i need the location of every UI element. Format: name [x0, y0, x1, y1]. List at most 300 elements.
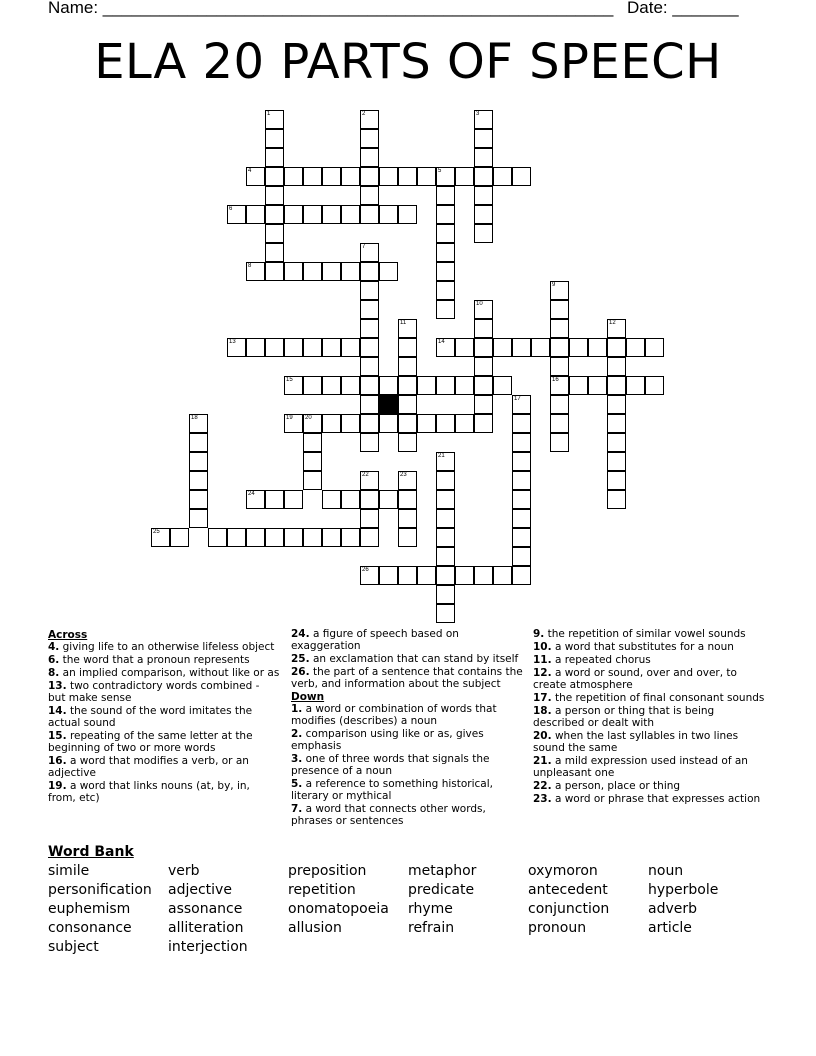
crossword-cell[interactable] — [246, 338, 265, 357]
crossword-cell[interactable] — [455, 338, 474, 357]
crossword-cell[interactable] — [436, 585, 455, 604]
crossword-cell[interactable] — [493, 167, 512, 186]
crossword-cell[interactable] — [550, 281, 569, 300]
crossword-cell[interactable] — [512, 167, 531, 186]
crossword-cell[interactable] — [379, 167, 398, 186]
crossword-cell[interactable] — [322, 262, 341, 281]
clue-item-number: 10. — [533, 641, 552, 653]
crossword-cell[interactable] — [227, 528, 246, 547]
word-bank-title: Word Bank — [48, 844, 134, 860]
crossword-cell[interactable] — [398, 566, 417, 585]
crossword-cell[interactable] — [379, 490, 398, 509]
word-bank-item: noun — [648, 863, 684, 879]
crossword-cell[interactable] — [227, 338, 246, 357]
crossword-cell[interactable] — [474, 224, 493, 243]
crossword-cell[interactable] — [246, 528, 265, 547]
clue-item — [533, 755, 765, 779]
crossword-cell[interactable] — [360, 414, 379, 433]
crossword-cell[interactable] — [474, 395, 493, 414]
crossword-cell[interactable] — [341, 528, 360, 547]
crossword-cell[interactable] — [360, 148, 379, 167]
crossword-cell[interactable] — [474, 357, 493, 376]
crossword-cell[interactable] — [550, 433, 569, 452]
crossword-cell[interactable] — [436, 262, 455, 281]
crossword-cell[interactable] — [417, 376, 436, 395]
crossword-cell[interactable] — [303, 262, 322, 281]
crossword-cell[interactable] — [607, 357, 626, 376]
clue-item-number: 3. — [291, 753, 303, 765]
crossword-cell[interactable] — [512, 528, 531, 547]
crossword-cell[interactable] — [360, 357, 379, 376]
clue-number: 20 — [305, 415, 312, 421]
crossword-cell[interactable] — [436, 376, 455, 395]
clue-number: 1 — [267, 111, 271, 117]
clue-item-text: a word or combination of words that modifies (describes) a noun — [291, 703, 497, 727]
clue-item-number: 4. — [48, 641, 60, 653]
crossword-cell[interactable] — [284, 528, 303, 547]
crossword-cell[interactable] — [588, 338, 607, 357]
crossword-cell[interactable] — [436, 566, 455, 585]
crossword-cell[interactable] — [512, 566, 531, 585]
clue-item — [291, 753, 523, 777]
clue-item-text: the sound of the word imitates the actual sound — [48, 705, 253, 729]
clues-column-2 — [291, 628, 523, 828]
word-bank — [48, 862, 788, 957]
crossword-cell[interactable] — [607, 414, 626, 433]
crossword-cell[interactable] — [246, 205, 265, 224]
crossword-cell[interactable] — [170, 528, 189, 547]
clue-item-number: 5. — [291, 778, 303, 790]
crossword-cell[interactable] — [398, 338, 417, 357]
clue-number: 3 — [476, 111, 480, 117]
clue-item-text: an implied comparison, without like or as — [59, 667, 280, 679]
crossword-cell[interactable] — [436, 338, 455, 357]
clue-item — [291, 778, 523, 802]
crossword-cell[interactable] — [360, 433, 379, 452]
crossword-cell[interactable] — [474, 414, 493, 433]
clue-item-number: 11. — [533, 654, 552, 666]
clue-item-number: 18. — [533, 705, 552, 717]
crossword-cell[interactable] — [379, 376, 398, 395]
clue-item-number: 19. — [48, 780, 67, 792]
clue-number: 23 — [400, 472, 407, 478]
clue-item — [48, 667, 280, 679]
clue-item-number: 12. — [533, 667, 552, 679]
crossword-cell[interactable] — [322, 414, 341, 433]
crossword-cell[interactable] — [607, 338, 626, 357]
crossword-cell[interactable] — [341, 490, 360, 509]
crossword-cell[interactable] — [265, 186, 284, 205]
crossword-cell[interactable] — [550, 357, 569, 376]
clue-number: 17 — [514, 396, 521, 402]
crossword-cell[interactable] — [436, 205, 455, 224]
crossword-cell[interactable] — [512, 490, 531, 509]
crossword-cell[interactable] — [550, 338, 569, 357]
clue-item — [533, 705, 765, 729]
crossword-cell[interactable] — [436, 490, 455, 509]
crossword-cell[interactable] — [341, 262, 360, 281]
crossword-cell[interactable] — [265, 490, 284, 509]
crossword-cell[interactable] — [550, 300, 569, 319]
clue-item-text: a person, place or thing — [551, 780, 681, 792]
crossword-cell[interactable] — [246, 490, 265, 509]
clue-item-text: repeating of the same letter at the beginning of two or more words — [48, 730, 253, 754]
name-field-label: Name: ______________________________________________________ — [48, 0, 614, 17]
crossword-cell[interactable] — [607, 433, 626, 452]
crossword-cell[interactable] — [512, 452, 531, 471]
date-field-label: Date: _______ — [627, 0, 739, 17]
crossword-cell[interactable] — [531, 338, 550, 357]
crossword-cell[interactable] — [189, 414, 208, 433]
crossword-cell[interactable] — [550, 414, 569, 433]
clue-number: 2 — [362, 111, 366, 117]
crossword-cell[interactable] — [284, 262, 303, 281]
clue-item-text: the repetition of final consonant sounds — [551, 692, 765, 704]
word-bank-item: alliteration — [168, 920, 244, 936]
crossword-cell[interactable] — [360, 300, 379, 319]
crossword-cell[interactable] — [436, 167, 455, 186]
clue-item-text: when the last syllables in two lines sound the same — [533, 730, 739, 754]
crossword-cell[interactable] — [322, 528, 341, 547]
crossword-cell[interactable] — [398, 357, 417, 376]
crossword-cell[interactable] — [417, 414, 436, 433]
crossword-cell[interactable] — [474, 167, 493, 186]
crossword-cell[interactable] — [512, 338, 531, 357]
clue-item-text: comparison using like or as, gives emphasis — [291, 728, 484, 752]
crossword-cell[interactable] — [550, 395, 569, 414]
clue-item-text: an exclamation that can stand by itself — [309, 653, 519, 665]
clue-number: 19 — [286, 415, 293, 421]
clue-item-number: 2. — [291, 728, 303, 740]
crossword-cell[interactable] — [607, 376, 626, 395]
word-bank-item: simile — [48, 863, 90, 879]
crossword-cell[interactable] — [265, 243, 284, 262]
crossword-cell[interactable] — [341, 376, 360, 395]
clue-item-text: a word that links nouns (at, by, in, from, etc) — [48, 780, 250, 804]
crossword-cell[interactable] — [265, 110, 284, 129]
word-bank-item: subject — [48, 939, 99, 955]
clue-item-number: 20. — [533, 730, 552, 742]
crossword-cell[interactable] — [436, 186, 455, 205]
clue-item — [291, 803, 523, 827]
crossword-cell[interactable] — [607, 452, 626, 471]
clue-number: 6 — [229, 206, 233, 212]
clue-item-number: 1. — [291, 703, 303, 715]
word-bank-item: pronoun — [528, 920, 587, 936]
crossword-cell[interactable] — [493, 376, 512, 395]
crossword-cell[interactable] — [569, 338, 588, 357]
crossword-cell[interactable] — [360, 471, 379, 490]
crossword-cell[interactable] — [398, 167, 417, 186]
crossword-cell[interactable] — [398, 205, 417, 224]
crossword-cell[interactable] — [436, 224, 455, 243]
crossword-cell[interactable] — [284, 414, 303, 433]
crossword-cell[interactable] — [436, 528, 455, 547]
clue-item — [291, 728, 523, 752]
crossword-cell[interactable] — [360, 566, 379, 585]
crossword-cell[interactable] — [436, 471, 455, 490]
crossword-cell[interactable] — [284, 167, 303, 186]
crossword-cell[interactable] — [151, 528, 170, 547]
crossword-cell[interactable] — [303, 471, 322, 490]
crossword-cell[interactable] — [607, 490, 626, 509]
crossword-cell[interactable] — [265, 262, 284, 281]
crossword-cell[interactable] — [360, 186, 379, 205]
crossword-cell[interactable] — [626, 338, 645, 357]
crossword-cell[interactable] — [265, 224, 284, 243]
crossword-cell[interactable] — [303, 433, 322, 452]
crossword-cell[interactable] — [379, 262, 398, 281]
clue-item — [48, 755, 280, 779]
clue-number: 7 — [362, 244, 366, 250]
crossword-cell[interactable] — [398, 414, 417, 433]
crossword-cell[interactable] — [284, 376, 303, 395]
crossword-black-cell — [379, 395, 398, 414]
clue-number: 18 — [191, 415, 198, 421]
clue-number: 24 — [248, 491, 255, 497]
clue-item-number: 7. — [291, 803, 303, 815]
clues-column-3 — [533, 628, 765, 806]
crossword-cell[interactable] — [436, 300, 455, 319]
crossword-cell[interactable] — [360, 243, 379, 262]
crossword-cell[interactable] — [398, 376, 417, 395]
crossword-cell[interactable] — [360, 509, 379, 528]
clue-item — [533, 780, 765, 792]
word-bank-item: metaphor — [408, 863, 477, 879]
crossword-cell[interactable] — [360, 528, 379, 547]
clue-item-text: a word that connects other words, phrases or sentences — [291, 803, 486, 827]
crossword-cell[interactable] — [284, 338, 303, 357]
crossword-cell[interactable] — [360, 490, 379, 509]
crossword-cell[interactable] — [303, 452, 322, 471]
crossword-cell[interactable] — [360, 167, 379, 186]
word-bank-item: preposition — [288, 863, 367, 879]
crossword-cell[interactable] — [189, 433, 208, 452]
crossword-cell[interactable] — [645, 376, 664, 395]
clue-item-text: a mild expression used instead of an unpleasant one — [533, 755, 748, 779]
clue-item-number: 9. — [533, 628, 545, 640]
down-heading: Down — [291, 691, 325, 703]
crossword-cell[interactable] — [417, 566, 436, 585]
crossword-cell[interactable] — [512, 414, 531, 433]
word-bank-item: adverb — [648, 901, 698, 917]
crossword-cell[interactable] — [341, 167, 360, 186]
crossword-cell[interactable] — [360, 281, 379, 300]
word-bank-item: antecedent — [528, 882, 608, 898]
crossword-cell[interactable] — [588, 376, 607, 395]
crossword-cell[interactable] — [303, 167, 322, 186]
crossword-cell[interactable] — [550, 376, 569, 395]
clue-number: 25 — [153, 529, 160, 535]
word-bank-item: conjunction — [528, 901, 610, 917]
crossword-cell[interactable] — [265, 528, 284, 547]
crossword-cell[interactable] — [284, 205, 303, 224]
crossword-cell[interactable] — [303, 376, 322, 395]
clue-item — [48, 780, 280, 804]
word-bank-item: adjective — [168, 882, 232, 898]
crossword-cell[interactable] — [265, 167, 284, 186]
clue-item-number: 14. — [48, 705, 67, 717]
word-bank-item: oxymoron — [528, 863, 598, 879]
crossword-cell[interactable] — [626, 376, 645, 395]
clue-number: 4 — [248, 168, 252, 174]
clue-item-number: 22. — [533, 780, 552, 792]
clue-item — [533, 628, 765, 640]
crossword-cell[interactable] — [379, 205, 398, 224]
clue-item-text: the repetition of similar vowel sounds — [544, 628, 746, 640]
clue-item-number: 17. — [533, 692, 552, 704]
crossword-cell[interactable] — [474, 300, 493, 319]
crossword-cell[interactable] — [265, 148, 284, 167]
crossword-cell[interactable] — [607, 319, 626, 338]
crossword-cell[interactable] — [284, 490, 303, 509]
crossword-cell[interactable] — [436, 509, 455, 528]
crossword-cell[interactable] — [303, 414, 322, 433]
crossword-cell[interactable] — [246, 167, 265, 186]
crossword-cell[interactable] — [398, 509, 417, 528]
word-bank-item: predicate — [408, 882, 475, 898]
clue-item-text: two contradictory words combined - but make sense — [48, 680, 260, 704]
crossword-cell[interactable] — [398, 471, 417, 490]
word-bank-item: consonance — [48, 920, 132, 936]
crossword-cell[interactable] — [512, 509, 531, 528]
crossword-cell[interactable] — [398, 490, 417, 509]
clues-column-1 — [48, 628, 280, 805]
crossword-cell[interactable] — [436, 243, 455, 262]
clue-item — [48, 705, 280, 729]
crossword-cell[interactable] — [474, 566, 493, 585]
clue-number: 22 — [362, 472, 369, 478]
crossword-cell[interactable] — [189, 490, 208, 509]
crossword-cell[interactable] — [341, 414, 360, 433]
crossword-cell[interactable] — [208, 528, 227, 547]
crossword-cell[interactable] — [474, 148, 493, 167]
crossword-cell[interactable] — [360, 319, 379, 338]
crossword-cell[interactable] — [607, 471, 626, 490]
crossword-cell[interactable] — [341, 338, 360, 357]
crossword-cell[interactable] — [436, 281, 455, 300]
clue-number: 10 — [476, 301, 483, 307]
crossword-cell[interactable] — [645, 338, 664, 357]
crossword-cell[interactable] — [398, 395, 417, 414]
crossword-cell[interactable] — [398, 528, 417, 547]
clue-item-text: a word that substitutes for a noun — [551, 641, 734, 653]
crossword-cell[interactable] — [360, 262, 379, 281]
crossword-cell[interactable] — [474, 129, 493, 148]
clue-item-text: a word or phrase that expresses action — [551, 793, 761, 805]
crossword-cell[interactable] — [360, 129, 379, 148]
clue-item-number: 21. — [533, 755, 552, 767]
clue-number: 14 — [438, 339, 445, 345]
crossword-cell[interactable] — [227, 205, 246, 224]
clue-item-number: 23. — [533, 793, 552, 805]
crossword-cell[interactable] — [436, 547, 455, 566]
word-bank-item: allusion — [288, 920, 342, 936]
clue-item-number: 26. — [291, 666, 310, 678]
crossword-cell[interactable] — [379, 414, 398, 433]
crossword-cell[interactable] — [455, 566, 474, 585]
clue-item-number: 16. — [48, 755, 67, 767]
crossword-cell[interactable] — [455, 376, 474, 395]
crossword-cell[interactable] — [436, 604, 455, 623]
clue-item — [291, 666, 523, 690]
crossword-cell[interactable] — [379, 566, 398, 585]
clue-number: 8 — [248, 263, 252, 269]
crossword-cell[interactable] — [360, 376, 379, 395]
clue-item — [48, 641, 280, 653]
crossword-cell[interactable] — [360, 110, 379, 129]
crossword-cell[interactable] — [303, 338, 322, 357]
crossword-cell[interactable] — [455, 167, 474, 186]
crossword-cell[interactable] — [265, 338, 284, 357]
crossword-cell[interactable] — [398, 433, 417, 452]
crossword-cell[interactable] — [265, 129, 284, 148]
word-bank-item: repetition — [288, 882, 356, 898]
crossword-cell[interactable] — [303, 528, 322, 547]
crossword-cell[interactable] — [322, 167, 341, 186]
crossword-cell[interactable] — [550, 319, 569, 338]
page-title: ELA 20 PARTS OF SPEECH — [94, 34, 722, 90]
crossword-cell[interactable] — [189, 471, 208, 490]
clue-item-text: a word or sound, over and over, to create atmosphere — [533, 667, 737, 691]
clue-item-text: a repeated chorus — [551, 654, 651, 666]
crossword-cell[interactable] — [474, 205, 493, 224]
crossword-cell[interactable] — [398, 319, 417, 338]
clue-number: 9 — [552, 282, 556, 288]
clue-number: 26 — [362, 567, 369, 573]
crossword-cell[interactable] — [455, 414, 474, 433]
crossword-cell[interactable] — [512, 395, 531, 414]
crossword-cell[interactable] — [436, 452, 455, 471]
crossword-cell[interactable] — [322, 338, 341, 357]
clue-item-text: the part of a sentence that contains the verb, and information about the subject — [291, 666, 523, 690]
word-bank-item: personification — [48, 882, 152, 898]
clue-item — [533, 730, 765, 754]
crossword-cell[interactable] — [322, 490, 341, 509]
crossword-cell[interactable] — [417, 167, 436, 186]
clue-item-text: giving life to an otherwise lifeless object — [59, 641, 275, 653]
crossword-cell[interactable] — [474, 376, 493, 395]
crossword-cell[interactable] — [265, 205, 284, 224]
crossword-cell[interactable] — [360, 395, 379, 414]
crossword-cell[interactable] — [569, 376, 588, 395]
crossword-cell[interactable] — [189, 509, 208, 528]
crossword-cell[interactable] — [322, 376, 341, 395]
crossword-cell[interactable] — [322, 205, 341, 224]
crossword-cell[interactable] — [493, 338, 512, 357]
crossword-cell[interactable] — [246, 262, 265, 281]
crossword-cell[interactable] — [474, 110, 493, 129]
crossword-cell[interactable] — [474, 319, 493, 338]
crossword-cell[interactable] — [189, 452, 208, 471]
crossword-cell[interactable] — [493, 566, 512, 585]
crossword-cell[interactable] — [303, 205, 322, 224]
crossword-cell[interactable] — [474, 186, 493, 205]
crossword-cell[interactable] — [474, 338, 493, 357]
crossword-cell[interactable] — [512, 547, 531, 566]
crossword-cell[interactable] — [512, 471, 531, 490]
clue-item — [48, 680, 280, 704]
crossword-cell[interactable] — [436, 414, 455, 433]
crossword-cell[interactable] — [341, 205, 360, 224]
word-bank-item: verb — [168, 863, 200, 879]
clue-number: 11 — [400, 320, 407, 326]
crossword-cell[interactable] — [607, 395, 626, 414]
crossword-cell[interactable] — [360, 205, 379, 224]
crossword-cell[interactable] — [512, 433, 531, 452]
crossword-cell[interactable] — [360, 338, 379, 357]
clue-number: 21 — [438, 453, 445, 459]
